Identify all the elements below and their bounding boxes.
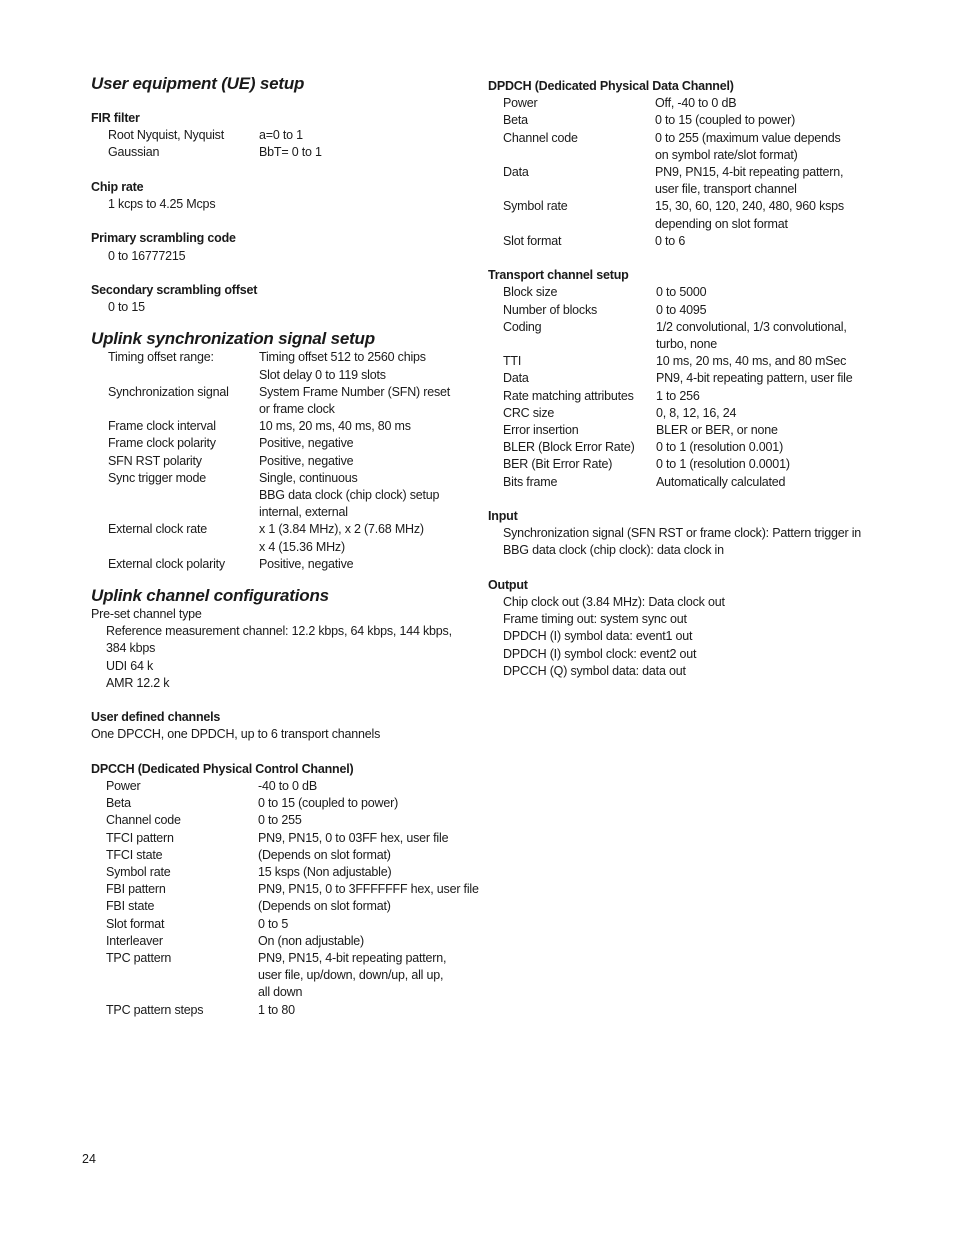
spec-row	[488, 405, 908, 422]
spec-value-group	[656, 319, 847, 353]
spec-key: Symbol rate	[106, 865, 171, 880]
spec-value: internal, external	[259, 505, 348, 520]
chip-rate-value: 1 kcps to 4.25 Mcps	[108, 197, 216, 211]
spec-value: or frame clock	[259, 402, 335, 416]
input-heading: Input	[488, 509, 518, 524]
spec-value: 0 to 4095	[656, 302, 707, 317]
spec-value: 0 to 1 (resolution 0.0001)	[656, 457, 790, 472]
spec-row	[488, 370, 908, 387]
spec-value: (Depends on slot format)	[258, 847, 391, 862]
spec-value-group	[258, 812, 302, 829]
spec-key: TTI	[503, 354, 522, 369]
spec-key: Coding	[503, 319, 542, 334]
output-item: DPDCH (I) symbol data: event1 out	[503, 629, 693, 644]
spec-key: Bits frame	[503, 474, 558, 489]
spec-row	[91, 830, 471, 847]
spec-key: TFCI state	[106, 847, 163, 862]
spec-value: BbT= 0 to 1	[259, 145, 322, 160]
page-number: 24	[82, 1152, 96, 1166]
primary-scrambling-heading: Primary scrambling code	[91, 231, 236, 246]
spec-row	[488, 164, 908, 198]
spec-key: Beta	[503, 113, 528, 128]
spec-value-group	[259, 556, 353, 573]
preset-channel-item: Reference measurement channel: 12.2 kbps, 64 kbps, 144 kbps,	[106, 624, 452, 639]
dpdch-heading: DPDCH (Dedicated Physical Data Channel)	[488, 79, 734, 93]
spec-row	[488, 233, 908, 250]
spec-key: Power	[503, 96, 538, 111]
spec-value-group	[656, 439, 783, 456]
spec-value-group	[258, 881, 479, 898]
spec-value-group	[656, 370, 852, 387]
spec-key: BER (Bit Error Rate)	[503, 457, 613, 472]
channel-config-title: Uplink channel configurations	[91, 586, 329, 606]
spec-key: Data	[503, 165, 529, 180]
spec-value-group	[656, 405, 736, 422]
spec-value-group	[656, 422, 778, 439]
spec-key: TPC pattern steps	[106, 1002, 204, 1017]
spec-value-group	[258, 898, 391, 915]
fir-filter-rows	[91, 127, 471, 161]
left-column	[91, 74, 479, 1019]
spec-value: Positive, negative	[259, 453, 354, 468]
spec-value-group	[259, 418, 411, 435]
spec-key: Timing offset range:	[108, 350, 214, 365]
spec-row	[91, 144, 471, 161]
output-item: Frame timing out: system sync out	[503, 612, 687, 627]
spec-row	[91, 1002, 471, 1019]
spec-key: Block size	[503, 285, 558, 300]
spec-value: 0 to 255	[258, 813, 302, 828]
input-list	[488, 525, 908, 559]
spec-row	[91, 847, 471, 864]
spec-value: x 1 (3.84 MHz), x 2 (7.68 MHz)	[259, 522, 424, 537]
spec-key: Error insertion	[503, 423, 579, 438]
spec-value: on symbol rate/slot format)	[655, 147, 798, 162]
transport-heading: Transport channel setup	[488, 268, 629, 283]
spec-value: Slot delay 0 to 119 slots	[259, 367, 386, 382]
spec-value: PN9, 4-bit repeating pattern, user file	[656, 371, 853, 386]
spec-value-group	[655, 198, 844, 232]
output-list	[488, 594, 908, 680]
spec-value-group	[259, 435, 353, 452]
spec-value: BLER or BER, or none	[656, 423, 778, 438]
spec-row	[488, 422, 908, 439]
spec-value-group	[258, 864, 391, 881]
spec-value-group	[655, 95, 736, 112]
input-item: Synchronization signal (SFN RST or frame clock): Pattern trigger in	[503, 526, 862, 541]
spec-value: BBG data clock (chip clock) setup	[259, 488, 440, 503]
spec-row	[91, 950, 471, 1002]
spec-value: Positive, negative	[259, 556, 354, 571]
spec-key: Frame clock interval	[108, 419, 216, 434]
spec-value-group	[258, 933, 364, 950]
spec-value: depending on slot format	[655, 216, 788, 231]
spec-key: Channel code	[503, 130, 578, 145]
spec-value: 0 to 6	[655, 233, 686, 248]
spec-row	[91, 864, 471, 881]
spec-row	[91, 778, 471, 795]
spec-value: (Depends on slot format)	[258, 899, 391, 914]
spec-row	[91, 384, 471, 418]
fir-filter-heading: FIR filter	[91, 111, 140, 125]
spec-value: 15, 30, 60, 120, 240, 480, 960 ksps	[655, 199, 844, 214]
spec-value: 0 to 15 (coupled to power)	[655, 113, 796, 128]
spec-value: a=0 to 1	[259, 128, 303, 143]
spec-key: Sync trigger mode	[108, 470, 207, 485]
spec-value: System Frame Number (SFN) reset	[259, 384, 451, 399]
spec-key: Data	[503, 371, 529, 386]
spec-value: all down	[258, 985, 303, 1000]
right-column	[488, 78, 908, 680]
spec-row	[91, 795, 471, 812]
spec-value-group	[258, 1002, 295, 1019]
spec-value-group	[656, 284, 706, 301]
user-defined-heading: User defined channels	[91, 710, 221, 725]
chip-rate-heading: Chip rate	[91, 179, 144, 194]
spec-row	[91, 349, 471, 383]
spec-value: x 4 (15.36 MHz)	[259, 539, 345, 554]
spec-row	[91, 881, 479, 898]
spec-value-group	[259, 453, 353, 470]
preset-channel-item: 384 kbps	[106, 641, 156, 656]
spec-value: user file, up/down, down/up, all up,	[258, 968, 444, 983]
spec-value-group	[258, 795, 398, 812]
spec-row	[488, 198, 908, 232]
spec-value: 1 to 256	[656, 388, 700, 403]
spec-value: user file, transport channel	[655, 182, 797, 197]
spec-row	[91, 916, 471, 933]
spec-key: TFCI pattern	[106, 830, 174, 845]
preset-channel-item: UDI 64 k	[106, 658, 154, 673]
spec-key: Slot format	[106, 916, 165, 931]
spec-key: Rate matching attributes	[503, 388, 634, 403]
spec-value-group	[258, 950, 446, 1002]
spec-row	[488, 456, 908, 473]
output-heading: Output	[488, 577, 528, 592]
output-item: Chip clock out (3.84 MHz): Data clock out	[503, 595, 725, 610]
dpcch-heading: DPCCH (Dedicated Physical Control Channel)	[91, 761, 354, 776]
spec-value-group	[655, 233, 685, 250]
spec-row	[488, 284, 908, 301]
spec-value: PN9, PN15, 4-bit repeating pattern,	[258, 951, 447, 966]
spec-row	[91, 127, 471, 144]
spec-value: 1/2 convolutional, 1/3 convolutional,	[656, 319, 847, 334]
preset-channel-label: Pre-set channel type	[91, 607, 202, 622]
preset-channel-item: AMR 12.2 k	[106, 675, 170, 690]
spec-value: Off, -40 to 0 dB	[655, 96, 737, 111]
spec-row	[91, 521, 471, 555]
spec-value-group	[259, 521, 424, 555]
spec-value: Timing offset 512 to 2560 chips	[259, 350, 426, 365]
spec-row	[91, 812, 471, 829]
spec-value-group	[259, 349, 426, 383]
spec-key: External clock rate	[108, 522, 208, 537]
spec-value: 0 to 255 (maximum value depends	[655, 130, 841, 145]
spec-value-group	[259, 384, 450, 418]
spec-key: Gaussian	[108, 145, 160, 160]
spec-row	[91, 898, 471, 915]
spec-key: Beta	[106, 796, 131, 811]
spec-value: Positive, negative	[259, 436, 354, 451]
output-item: DPDCH (I) symbol clock: event2 out	[503, 646, 697, 661]
spec-value: Single, continuous	[259, 470, 358, 485]
output-item: DPCCH (Q) symbol data: data out	[503, 663, 686, 678]
sync-setup-title: Uplink synchronization signal setup	[91, 329, 375, 349]
spec-key: BLER (Block Error Rate)	[503, 440, 635, 455]
dpdch-rows	[488, 95, 908, 250]
spec-row	[91, 435, 471, 452]
spec-value-group	[656, 456, 790, 473]
spec-row	[488, 474, 908, 491]
ue-setup-title: User equipment (UE) setup	[91, 74, 305, 93]
spec-key: Channel code	[106, 813, 181, 828]
spec-value: 0 to 1 (resolution 0.001)	[656, 440, 784, 455]
spec-row	[488, 319, 908, 353]
spec-key: Root Nyquist, Nyquist	[108, 128, 224, 143]
spec-value: 0, 8, 12, 16, 24	[656, 405, 737, 420]
spec-row	[488, 439, 908, 456]
spec-value: PN9, PN15, 4-bit repeating pattern,	[655, 165, 844, 180]
spec-key: FBI state	[106, 899, 155, 914]
spec-value: 10 ms, 20 ms, 40 ms, and 80 mSec	[656, 354, 847, 369]
spec-row	[488, 302, 908, 319]
primary-scrambling-value: 0 to 16777215	[108, 248, 186, 263]
spec-key: Symbol rate	[503, 199, 568, 214]
spec-value: 1 to 80	[258, 1002, 295, 1017]
secondary-scrambling-value: 0 to 15	[108, 300, 145, 315]
spec-row	[488, 388, 908, 405]
spec-value-group	[655, 130, 841, 164]
spec-value-group	[258, 778, 317, 795]
spec-value: turbo, none	[656, 337, 718, 352]
spec-row	[91, 556, 471, 573]
spec-value-group	[258, 847, 391, 864]
spec-value: PN9, PN15, 0 to 3FFFFFFF hex, user file	[258, 882, 479, 897]
spec-key: Power	[106, 779, 141, 794]
spec-value-group	[259, 470, 439, 522]
sync-setup-rows	[91, 349, 471, 573]
spec-row	[91, 453, 471, 470]
spec-row	[91, 933, 471, 950]
preset-channel-list	[91, 623, 471, 692]
spec-key: SFN RST polarity	[108, 453, 202, 468]
spec-row	[91, 470, 471, 522]
spec-value-group	[656, 474, 785, 491]
spec-value-group	[656, 388, 700, 405]
spec-value-group	[258, 830, 448, 847]
spec-row	[488, 130, 908, 164]
spec-value: 15 ksps (Non adjustable)	[258, 865, 392, 880]
spec-value: Automatically calculated	[656, 474, 786, 489]
spec-value-group	[655, 164, 843, 198]
spec-value-group	[655, 112, 795, 129]
spec-value-group	[656, 302, 706, 319]
spec-key: CRC size	[503, 405, 555, 420]
spec-value: On (non adjustable)	[258, 933, 364, 948]
spec-row	[488, 112, 908, 129]
secondary-scrambling-heading: Secondary scrambling offset	[91, 282, 258, 297]
spec-value-group	[258, 916, 288, 933]
input-item: BBG data clock (chip clock): data clock in	[503, 543, 724, 558]
spec-value: PN9, PN15, 0 to 03FF hex, user file	[258, 830, 449, 845]
transport-rows	[488, 284, 908, 490]
spec-value: 0 to 15 (coupled to power)	[258, 796, 399, 811]
spec-key: TPC pattern	[106, 951, 172, 966]
dpcch-rows	[91, 778, 479, 1019]
spec-row	[488, 353, 908, 370]
spec-key: Frame clock polarity	[108, 436, 216, 451]
spec-key: Synchronization signal	[108, 384, 229, 399]
spec-value: 0 to 5000	[656, 285, 707, 300]
spec-value: 10 ms, 20 ms, 40 ms, 80 ms	[259, 419, 411, 434]
spec-key: Number of blocks	[503, 302, 598, 317]
spec-row	[488, 95, 908, 112]
spec-key: Slot format	[503, 233, 562, 248]
spec-value-group	[656, 353, 846, 370]
spec-key: Interleaver	[106, 933, 163, 948]
spec-value: -40 to 0 dB	[258, 779, 317, 794]
spec-value: 0 to 5	[258, 916, 289, 931]
spec-row	[91, 418, 471, 435]
spec-key: FBI pattern	[106, 882, 166, 897]
user-defined-value: One DPCCH, one DPDCH, up to 6 transport channels	[91, 727, 381, 742]
spec-key: External clock polarity	[108, 556, 225, 571]
